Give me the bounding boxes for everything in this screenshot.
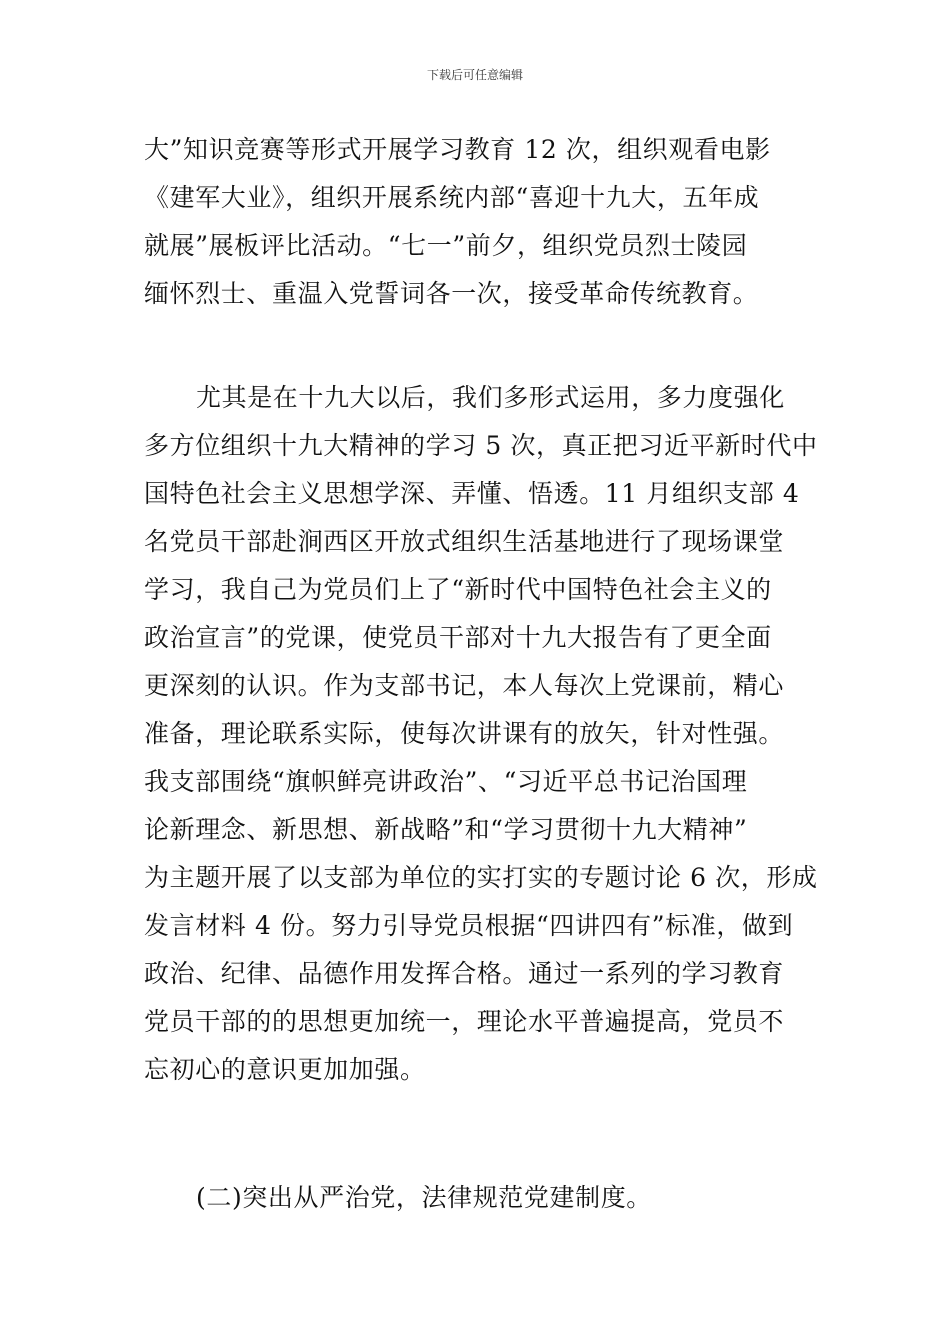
text-line: 我支部围绕“旗帜鲜亮讲政治”、“习近平总书记治国理 (144, 767, 748, 796)
text-line: 名党员干部赴涧西区开放式组织生活基地进行了现场课堂 (144, 527, 785, 556)
paragraph-study-activities (144, 126, 810, 318)
text-line: 国特色社会主义思想学深、弄懂、悟透。11 月组织支部 4 (144, 479, 800, 508)
page-header: 下载后可任意编辑 (426, 68, 523, 82)
paragraph-nineteenth-congress-study (144, 374, 818, 1094)
text-line: (二)突出从严治党，法律规范党建制度。 (196, 1183, 652, 1212)
text-line: 更深刻的认识。作为支部书记，本人每次上党课前，精心 (144, 671, 785, 700)
text-line: 政治、纪律、品德作用发挥合格。通过一系列的学习教育 (144, 959, 785, 988)
text-line: 大”知识竞赛等形式开展学习教育 12 次，组织观看电影 (144, 135, 771, 164)
text-line: 《建军大业》，组织开展系统内部“喜迎十九大，五年成 (144, 183, 760, 212)
text-line: 缅怀烈士、重温入党誓词各一次，接受革命传统教育。 (144, 279, 759, 308)
text-line: 多方位组织十九大精神的学习 5 次，真正把习近平新时代中 (144, 431, 818, 460)
text-line: 尤其是在十九大以后，我们多形式运用，多力度强化 (196, 383, 785, 412)
text-line: 发言材料 4 份。努力引导党员根据“四讲四有”标准，做到 (144, 911, 794, 940)
text-line: 论新理念、新思想、新战略”和“学习贯彻十九大精神” (144, 815, 748, 844)
text-line: 学习，我自己为党员们上了“新时代中国特色社会主义的 (144, 575, 772, 604)
section-heading-strict-governance (144, 1174, 810, 1222)
text-line: 政治宣言”的党课，使党员干部对十九大报告有了更全面 (144, 623, 772, 652)
text-line: 为主题开展了以支部为单位的实打实的专题讨论 6 次，形成 (144, 863, 818, 892)
text-line: 就展”展板评比活动。“七一”前夕，组织党员烈士陵园 (144, 231, 748, 260)
text-line: 准备，理论联系实际，使每次讲课有的放矢，针对性强。 (144, 719, 785, 748)
text-line: 党员干部的的思想更加统一，理论水平普遍提高，党员不 (144, 1007, 785, 1036)
text-line: 忘初心的意识更加加强。 (144, 1055, 426, 1084)
